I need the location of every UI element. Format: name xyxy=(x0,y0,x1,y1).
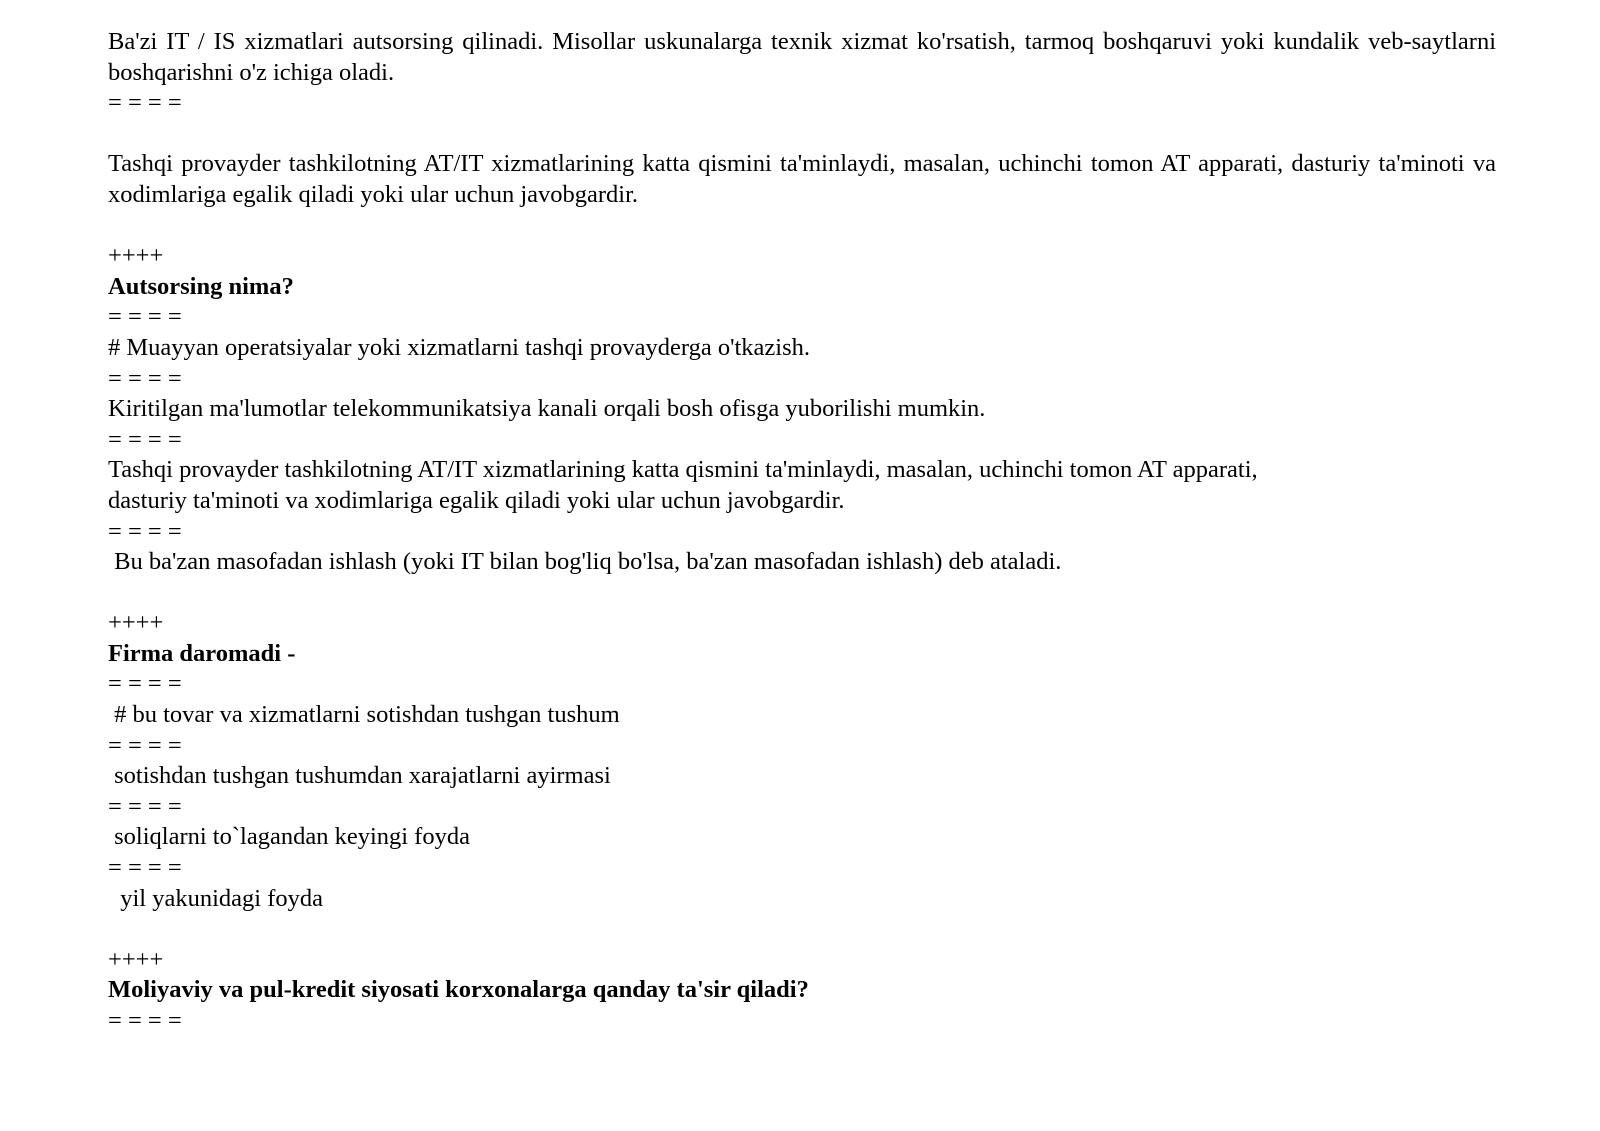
paragraph-external-provider: Tashqi provayder tashkilotning AT/IT xizmatlarining katta qismini ta'minlaydi, masalan, uchinchi tomon AT apparati, dasturiy ta'minoti va xodimlariga egalik qiladi yoki ular uchun javobgardir. xyxy=(108,150,1503,208)
answer-option: Kiritilgan ma'lumotlar telekommunikatsiya kanali orqali bosh ofisga yuborilishi mumkin. xyxy=(108,395,986,423)
separator-equals: = = = = xyxy=(108,731,182,759)
separator-equals: = = = = xyxy=(108,792,182,820)
separator-equals: = = = = xyxy=(108,854,182,882)
answer-option: sotishdan tushgan tushumdan xarajatlarni ayirmasi xyxy=(108,762,611,790)
answer-option: yil yakunidagi foyda xyxy=(108,884,324,912)
document-page xyxy=(108,27,1503,1037)
separator-equals: = = = = xyxy=(108,1007,182,1034)
separator-equals: = = = = xyxy=(108,364,182,392)
answer-option: Bu ba'zan masofadan ishlash (yoki IT bilan bog'liq bo'lsa, ba'zan masofadan ishlash) deb ataladi. xyxy=(108,548,1062,576)
answer-option-continuation: dasturiy ta'minoti va xodimlariga egalik qiladi yoki ular uchun javobgardir. xyxy=(108,486,845,514)
paragraph-it-outsourcing: Ba'zi IT / IS xizmatlari autsorsing qilinadi. Misollar uskunalarga texnik xizmat ko'rsatish, tarmoq boshqaruvi yoki kundalik veb-saytlarni boshqarishni o'z ichiga oladi. xyxy=(108,28,1503,86)
answer-option: # bu tovar va xizmatlarni sotishdan tushgan tushum xyxy=(108,701,620,729)
blank-line xyxy=(108,914,1496,945)
blank-line xyxy=(108,119,1496,150)
answer-option: Tashqi provayder tashkilotning AT/IT xizmatlarining katta qismini ta'minlaydi, masalan, uchinchi tomon AT apparati, xyxy=(108,456,1258,484)
separator-equals: = = = = xyxy=(108,517,182,545)
separator-equals: = = = = xyxy=(108,303,182,331)
blank-line xyxy=(108,211,1496,242)
question-heading-outsourcing: Autsorsing nima? xyxy=(108,272,294,300)
separator-plus: ++++ xyxy=(108,945,164,973)
answer-option: # Muayyan operatsiyalar yoki xizmatlarni tashqi provayderga o'tkazish. xyxy=(108,333,811,361)
separator-equals: = = = = xyxy=(108,89,182,117)
separator-equals: = = = = xyxy=(108,670,182,698)
answer-option: soliqlarni to`lagandan keyingi foyda xyxy=(108,823,470,851)
separator-plus: ++++ xyxy=(108,609,164,637)
question-heading-firm-revenue: Firma daromadi - xyxy=(108,639,296,667)
question-heading-fiscal-policy: Moliyaviy va pul-kredit siyosati korxonalarga qanday ta'sir qiladi? xyxy=(108,976,809,1004)
separator-equals: = = = = xyxy=(108,425,182,453)
blank-line xyxy=(108,578,1496,609)
separator-plus: ++++ xyxy=(108,242,164,270)
